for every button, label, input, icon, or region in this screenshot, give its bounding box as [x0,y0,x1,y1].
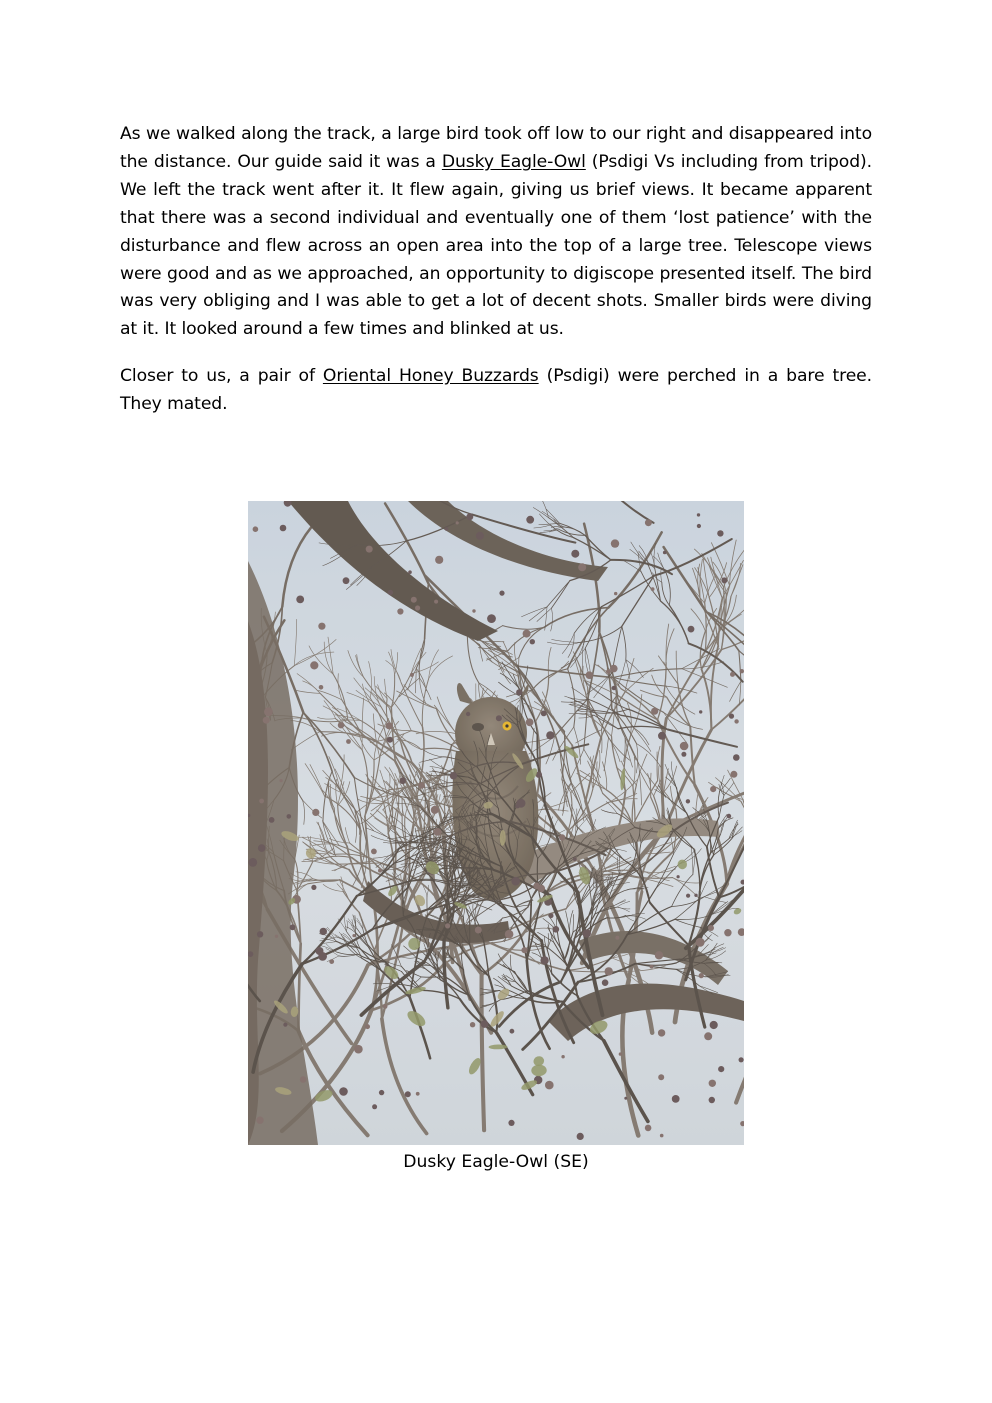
paragraph-2-text-end: (Psdigi) were perched in a bare tree. They mated. [120,366,873,415]
photo-caption: Dusky Eagle-Owl (SE) [403,1152,589,1172]
owl-photo-image [248,501,744,1145]
paragraph-2-text-start: Closer to us, a pair of [120,366,323,387]
dusky-eagle-owl-link[interactable]: Dusky Eagle-Owl [441,151,586,172]
paragraph-honey-buzzards [120,363,872,419]
paragraph-1-text-start: As we walked along the track, a large bird took off low to our right and disappeared into the distance. Our guide said it was a [120,124,872,172]
oriental-honey-buzzards-link[interactable]: Oriental Honey Buzzards [322,366,539,387]
paragraph-dusky-eagle-owl [120,121,872,344]
owl-photo [248,501,744,1145]
body-text [120,121,872,438]
paragraph-1-text-end: (Psdigi Vs including from tripod). We left the track went after it. It flew again, giving us brief views. It became apparent that there was a second individual and eventually one of them ‘lost patience’ with the disturbance and flew across an open area into the top of a large tree. Telescope views were good and as we approached, an opportunity to digiscope presented itself. The bird was very obliging and I was able to get a lot of decent shots. Smaller birds were diving at it. It looked around a few times and blinked at us. [120,151,872,340]
